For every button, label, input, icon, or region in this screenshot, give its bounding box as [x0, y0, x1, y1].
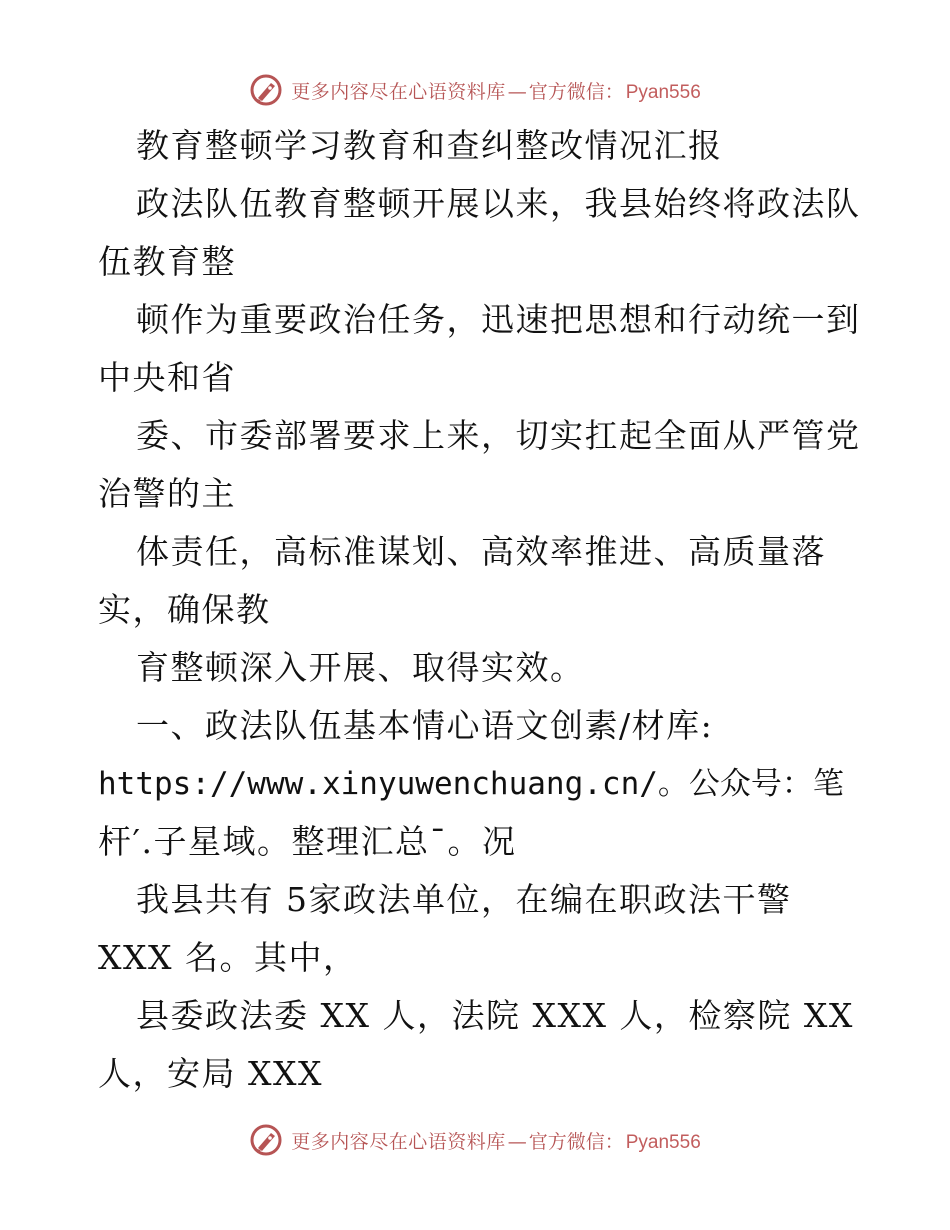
paragraph-line: 我县共有 5家政法单位，在编在职政法干警 [136, 880, 792, 919]
paragraph-line: XXX 名。其中， [98, 938, 358, 977]
footer-watermark [0, 1120, 950, 1160]
document-title: 教育整顿学习教育和查纠整改情况汇报 [136, 126, 723, 165]
paragraph-line-url: https://www.xinyuwenchuang.cn/。公众号：笔 [98, 766, 844, 802]
watermark-separator: — [507, 80, 527, 103]
watermark-separator: — [507, 1130, 527, 1153]
paragraph-line: 体责任，高标准谋划、高效率推进、高质量落 [136, 532, 826, 571]
paragraph-line: 顿作为重要政治任务，迅速把思想和行动统一到 [136, 300, 861, 339]
watermark-site-text: 更多内容尽在心语资料库 [291, 80, 506, 103]
pen-nib-logo-icon [249, 1123, 283, 1157]
paragraph-line: 杆′.子星域。整理汇总¯。况 [98, 822, 517, 861]
pen-nib-logo-icon [249, 73, 283, 107]
paragraph-line: 实，确保教 [98, 590, 271, 629]
paragraph-line: 人，安局 XXX [98, 1054, 323, 1093]
paragraph-line: 政法队伍教育整顿开展以来，我县始终将政法队 [136, 184, 861, 223]
paragraph-line: 伍教育整 [98, 242, 236, 281]
paragraph-line: 治警的主 [98, 474, 236, 513]
watermark-wechat-label: 官方微信： [528, 80, 624, 103]
watermark-wechat-id: Pyan556 [625, 81, 701, 103]
watermark-site-text: 更多内容尽在心语资料库 [291, 1130, 506, 1153]
paragraph-line: 育整顿深入开展、取得实效。 [136, 648, 585, 687]
paragraph-line: 中央和省 [98, 358, 236, 397]
paragraph-line: 县委政法委 XX 人，法院 XXX 人，检察院 XX [136, 996, 854, 1035]
header-watermark [0, 70, 950, 110]
document-body [98, 117, 861, 1103]
watermark-wechat-id: Pyan556 [625, 1131, 701, 1153]
watermark-wechat-label: 官方微信： [528, 1130, 624, 1153]
paragraph-line: 委、市委部署要求上来，切实扛起全面从严管党 [136, 416, 861, 455]
section-heading: 一、政法队伍基本情心语文创素/材库: [136, 706, 714, 745]
